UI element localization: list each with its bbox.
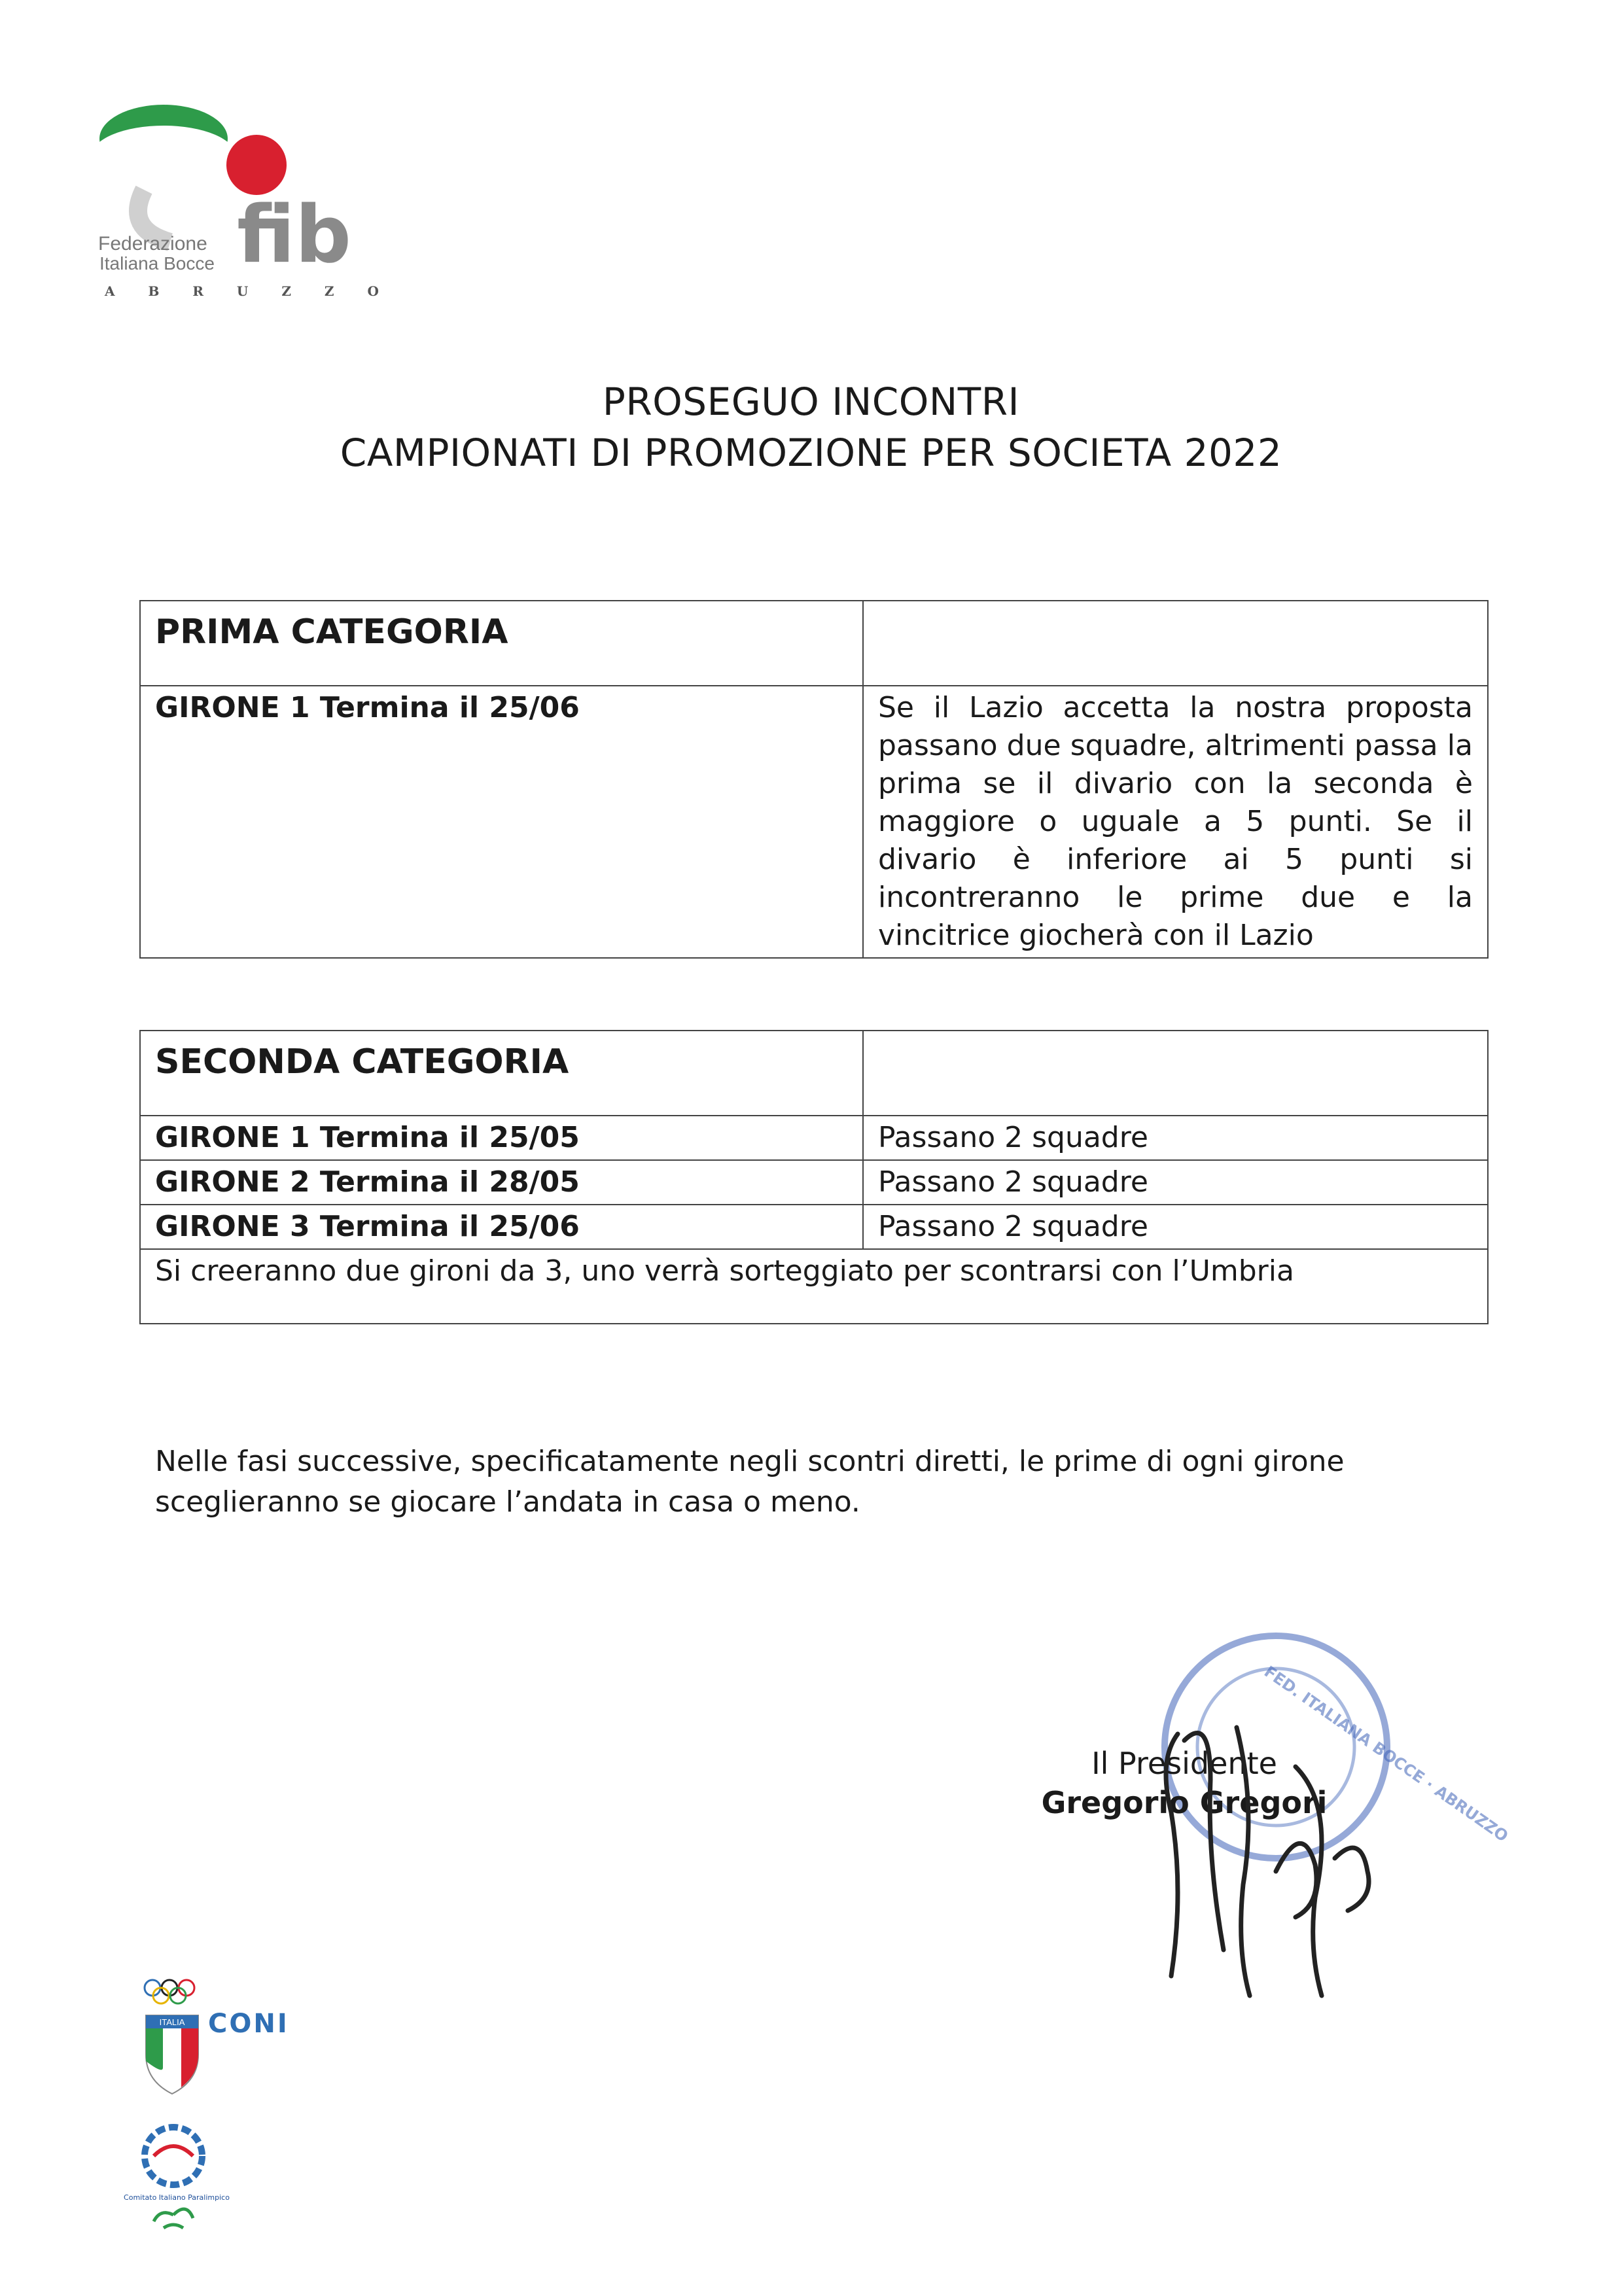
- seconda-note-1: Passano 2 squadre: [863, 1116, 1488, 1160]
- title-line2: CAMPIONATI DI PROMOZIONE PER SOCIETA 2022: [340, 431, 1282, 475]
- table-row: [140, 1205, 1488, 1249]
- coni-flag-text: ITALIA: [159, 2017, 185, 2027]
- table-footer-row: [140, 1249, 1488, 1324]
- table-row: [140, 1116, 1488, 1160]
- prima-girone-1: GIRONE 1 Termina il 25/06: [140, 686, 863, 958]
- note-paragraph: Nelle fasi successive, specificatamente negli scontri diretti, le prime di ogni girone sceglieranno se giocare l’andata in casa o meno.: [155, 1445, 1345, 1519]
- cip-logo: [115, 2120, 232, 2238]
- table-header-row: [140, 601, 1488, 686]
- table-row: [140, 686, 1488, 958]
- seconda-note-3: Passano 2 squadre: [863, 1205, 1488, 1249]
- seconda-girone-3: GIRONE 3 Termina il 25/06: [140, 1205, 863, 1249]
- title-line1: PROSEGUO INCONTRI: [602, 380, 1020, 424]
- prima-header: PRIMA CATEGORIA: [140, 601, 863, 686]
- seconda-girone-1: GIRONE 1 Termina il 25/05: [140, 1116, 863, 1160]
- signature-role: Il Presidente: [1091, 1746, 1277, 1781]
- prima-note-1: Se il Lazio accetta la nostra proposta passano due squadre, altrimenti passa la prima se il divario con la seconda è maggiore o uguale a 5 punti. Se il divario è inferiore ai 5 punti si incontreranno le prime due e la vincitrice giocherà con il Lazio: [863, 686, 1488, 958]
- handwritten-signature: [1138, 1675, 1400, 2028]
- stamp-text: FED. ITALIANA BOCCE · ABRUZZO: [1260, 1662, 1512, 1846]
- page-title: [0, 376, 1622, 478]
- coni-label: CONI: [208, 2009, 289, 2039]
- fib-brand: fib: [237, 190, 351, 281]
- seconda-girone-2: GIRONE 2 Termina il 28/05: [140, 1160, 863, 1205]
- fib-logo: [65, 98, 393, 308]
- seconda-categoria-table: [139, 1030, 1489, 1324]
- cip-label: Comitato Italiano Paralimpico: [124, 2193, 230, 2202]
- coni-logo: [141, 1976, 285, 2107]
- prima-categoria-table: [139, 600, 1489, 959]
- signature-name: Gregorio Gregori: [1041, 1785, 1328, 1820]
- table-header-row: [140, 1031, 1488, 1116]
- seconda-header-empty: [863, 1031, 1488, 1116]
- prima-header-empty: [863, 601, 1488, 686]
- fib-line1: Federazione: [98, 233, 207, 255]
- seconda-note-2: Passano 2 squadre: [863, 1160, 1488, 1205]
- fib-line2: Italiana Bocce: [99, 253, 215, 274]
- fib-region: A B R U Z Z O: [105, 283, 393, 299]
- seconda-header: SECONDA CATEGORIA: [140, 1031, 863, 1116]
- table-row: [140, 1160, 1488, 1205]
- seconda-footer: Si creeranno due gironi da 3, uno verrà sorteggiato per scontrarsi con l’Umbria: [140, 1249, 1488, 1324]
